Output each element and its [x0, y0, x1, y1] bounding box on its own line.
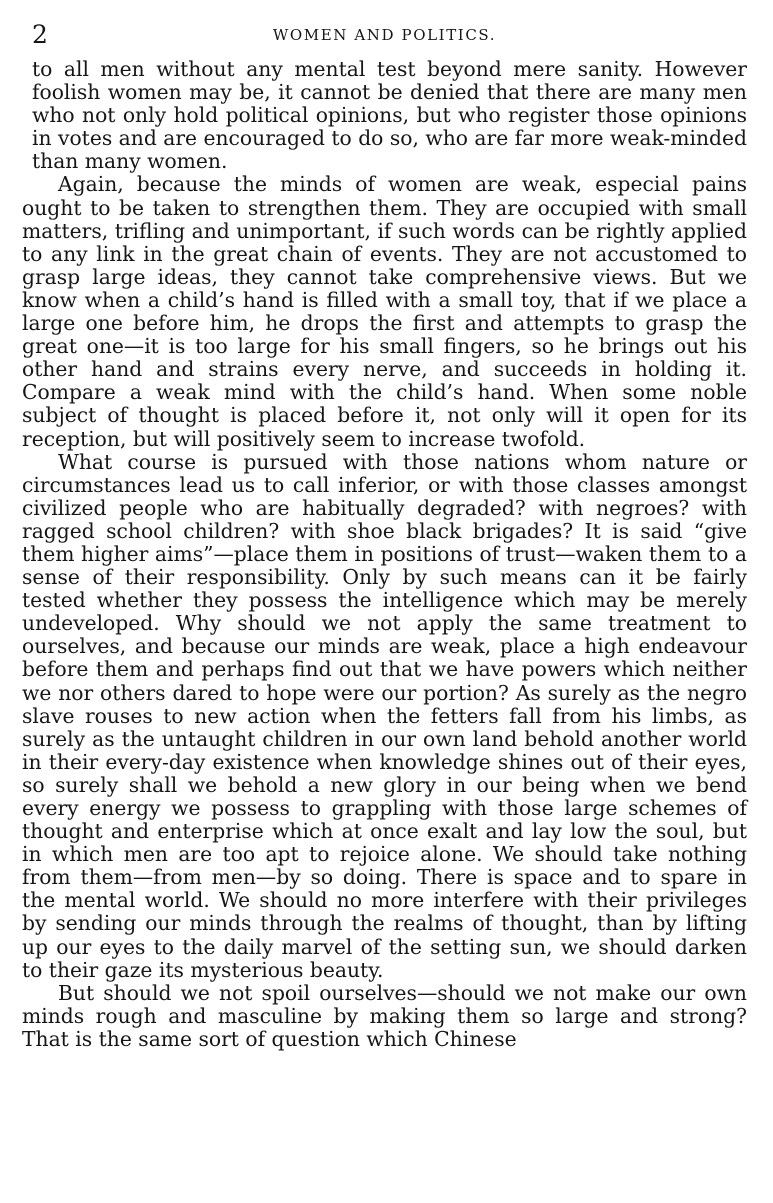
- paragraph-continued: to all men without any mental test beyond mere sanity. However foolish women may be, it cannot be denied that there are many men who not only hold political opinions, but who register those opinions in votes and are encouraged to do so, who are far more weak-minded than many women.: [32, 57, 747, 174]
- running-head: [22, 16, 747, 58]
- running-title: WOMEN AND POLITICS.: [272, 26, 497, 44]
- body-text: [22, 58, 747, 1051]
- paragraph-inferior-nations: What course is pursued with those nations whom nature or circumstances lead us to call inferior, or with those classes amongst civilized people who are habitually degraded? with negroes? with ragged school children? with shoe black brigades? It is said “give them higher aims”—place them in positions of trust—waken them to a sense of their responsibility. Only by such means can it be fairly tested whether they possess the intelligence which may be merely undeveloped. Why should we not apply the same treatment to ourselves, and because our minds are weak, place a high endeavour before them and perhaps find out that we have powers which neither we nor others dared to hope were our portion? As surely as the negro slave rouses to new action when the fetters fall from his limbs, as surely as the untaught children in our own land behold another world in their every-day existence when knowledge shines out of their eyes, so surely shall we behold a new glory in our being when we bend every energy we possess to grappling with those large schemes of thought and enterprise which at once exalt and lay low the soul, but in which men are too apt to rejoice alone. We should take nothing from them—from men—by so doing. There is space and to spare in the mental world. We should no more interfere with their privileges by sending our minds through the realms of thought, than by lifting up our eyes to the daily marvel of the setting sun, we should darken to their gaze its mysterious beauty.: [22, 449, 747, 982]
- paragraph-child-hand: Again, because the minds of women are weak, especial pains ought to be taken to strengthen them. They are occupied with small matters, trifling and unimportant, if such words can be rightly applied to any link in the great chain of events. They are not accustomed to grasp large ideas, they cannot take comprehensive views. But we know when a child’s hand is filled with a small toy, that if we place a large one before him, he drops the first and attempts to grasp the great one—it is too large for his small fingers, so he brings out his other hand and strains every nerve, and succeeds in holding it. Compare a weak mind with the child’s hand. When some noble subject of thought is placed before it, not only will it open for its reception, but will positively seem to increase twofold.: [22, 172, 747, 451]
- paragraph-spoil-ourselves: But should we not spoil ourselves—should we not make our own minds rough and masculine by making them so large and strong? That is the same sort of question which Chinese: [22, 980, 747, 1051]
- page-number: 2: [32, 20, 48, 49]
